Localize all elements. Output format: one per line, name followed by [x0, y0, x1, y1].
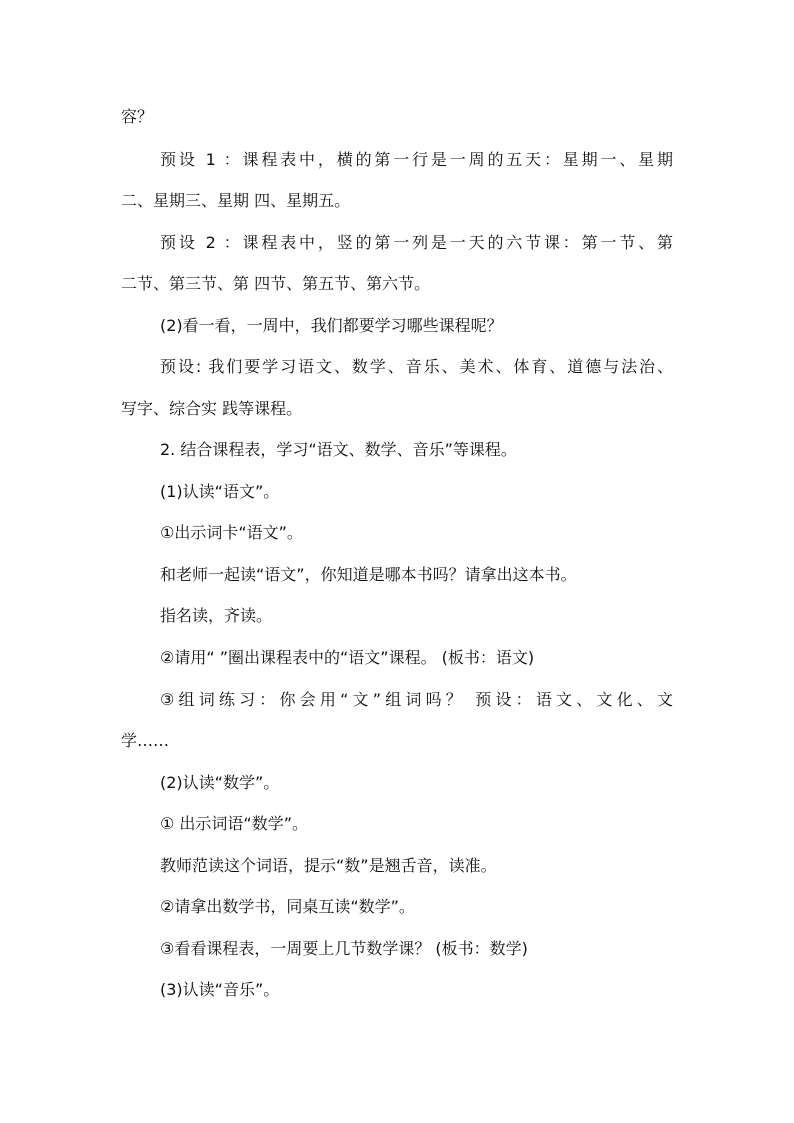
text-line: (2)看一看，一周中，我们都要学习哪些课程呢？: [160, 316, 503, 335]
text-line: 学……: [121, 731, 170, 750]
text-line: ① 出示词语“数学”。: [160, 814, 309, 833]
text-line: (2)认读“数学”。: [160, 773, 280, 792]
text-line: 教师范读这个词语，提示“数”是翘舌音，读准。: [160, 856, 497, 875]
text-line: ②请用“ ”圈出课程表中的“语文”课程。 (板书：语文): [160, 648, 535, 667]
text-line: 二、星期三、星期 四、星期五。: [121, 191, 351, 210]
text-line: (3)认读“音乐”。: [160, 980, 280, 999]
text-line: ②请拿出数学书，同桌互读“数学”。: [160, 897, 415, 916]
text-line: 2. 结合课程表，学习“语文、数学、音乐”等课程。: [160, 440, 517, 459]
text-line: 二节、第三节、第 四节、第五节、第六节。: [121, 274, 431, 293]
text-line: 预设 2 ：课程表中，竖的第一列是一天的六节课：第一节、第: [160, 233, 673, 252]
text-line: ③看看课程表，一周要上几节数学课？ (板书：数学): [160, 939, 528, 958]
text-line: ①出示词卡“语文”。: [160, 523, 303, 542]
text-line: 指名读，齐读。: [160, 606, 273, 625]
text-line: (1)认读“语文”。: [160, 482, 280, 501]
text-line: 预设 1 ：课程表中，横的第一行是一周的五天：星期一、星期: [160, 150, 673, 169]
text-line: ③组词练习：你会用“文”组词吗？ 预设：语文、文化、文: [160, 690, 673, 709]
text-line: 写字、综合实 践等课程。: [121, 399, 303, 418]
text-line: 容？: [121, 107, 154, 126]
text-line: 和老师一起读“语文”，你知道是哪本书吗？请拿出这本书。: [160, 565, 577, 584]
text-line: 预设: 我们要学习语文、数学、音乐、美术、体育、道德与法治、: [160, 357, 673, 376]
